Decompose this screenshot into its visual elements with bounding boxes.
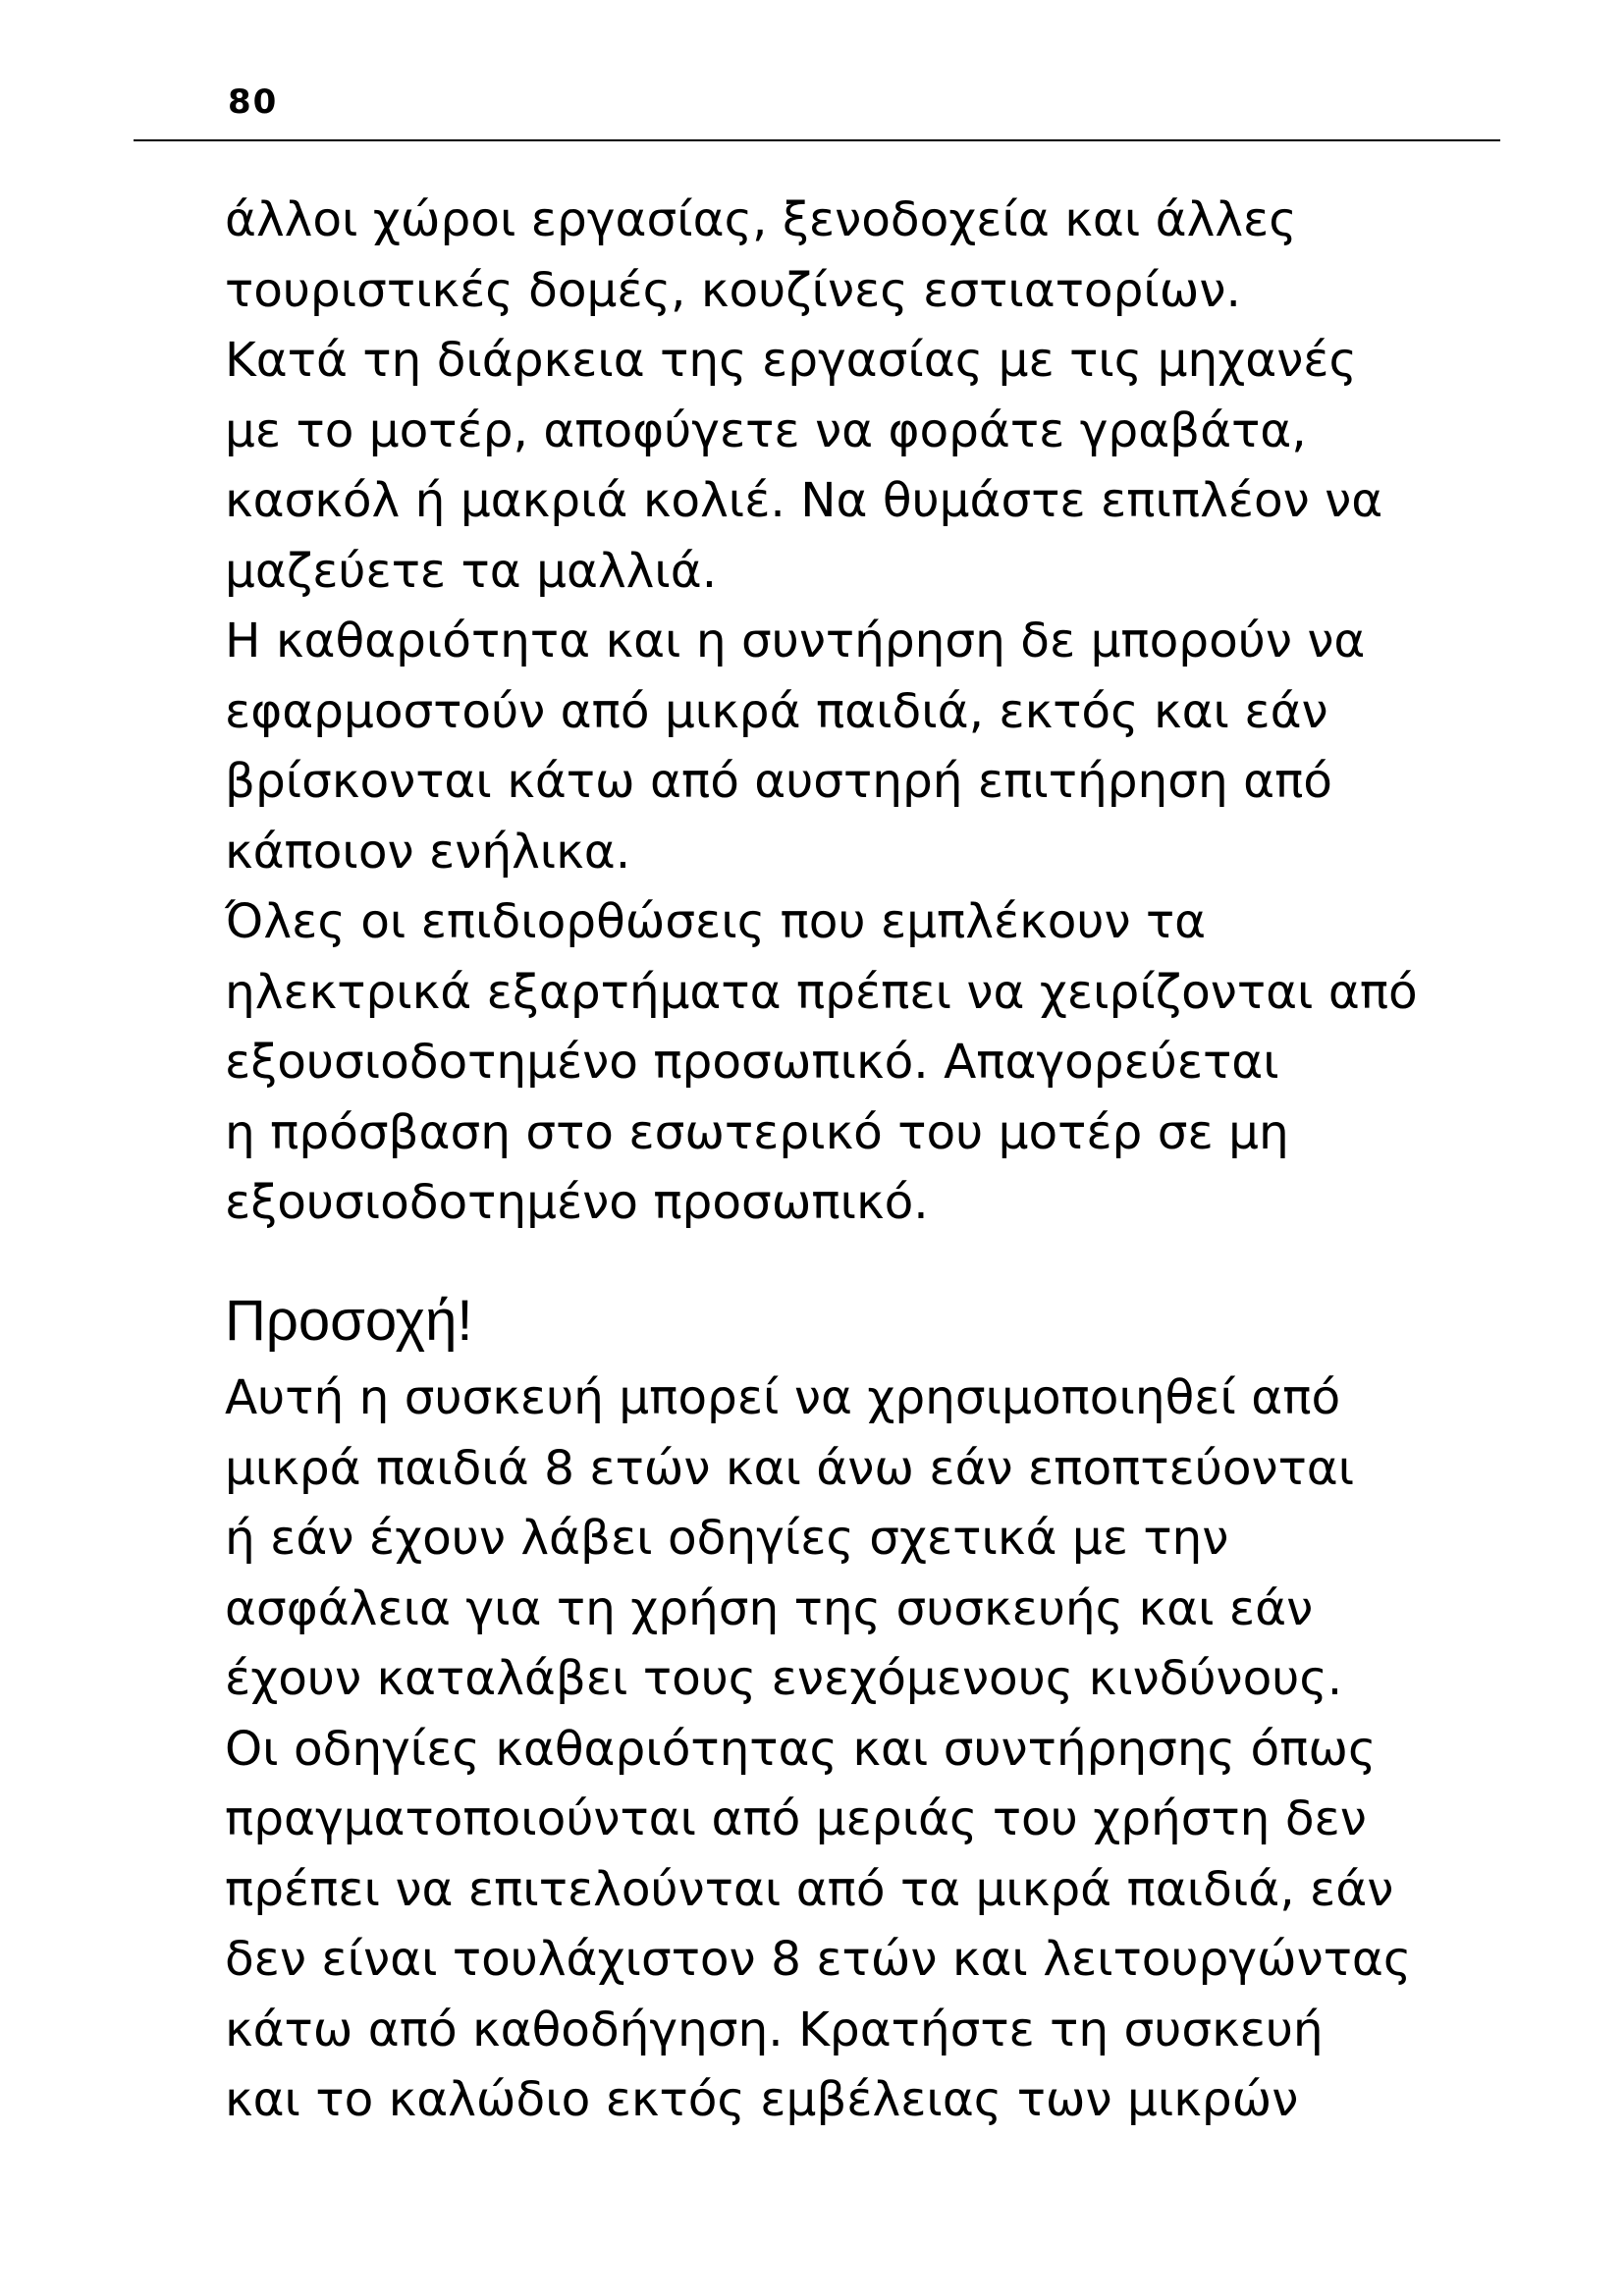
text-line: μικρά παιδιά 8 ετών και άνω εάν εποπτεύονται bbox=[225, 1440, 1355, 1496]
text-line: εξουσιοδοτημένο προσωπικό. bbox=[225, 1175, 929, 1230]
text-line: Κατά τη διάρκεια της εργασίας με τις μηχανές bbox=[225, 333, 1357, 388]
page-number: 80 bbox=[228, 82, 279, 122]
text-line: κασκόλ ή μακριά κολιέ. Να θυμάστε επιπλέον να bbox=[225, 473, 1383, 528]
text-line: τουριστικές δομές, κουζίνες εστιατορίων. bbox=[225, 262, 1241, 318]
text-line: Αυτή η συσκευή μπορεί να χρησιμοποιηθεί από bbox=[225, 1370, 1341, 1425]
text-line: ηλεκτρικά εξαρτήματα πρέπει να χειρίζονται από bbox=[225, 964, 1418, 1020]
body-text-section-2 bbox=[225, 1363, 1452, 2136]
text-line: δεν είναι τουλάχιστον 8 ετών και λειτουργώντας bbox=[225, 1932, 1412, 1987]
header-rule bbox=[134, 139, 1500, 141]
text-line: βρίσκονται κάτω από αυστηρή επιτήρηση από bbox=[225, 754, 1332, 809]
text-line: με το μοτέρ, αποφύγετε να φοράτε γραβάτα, bbox=[225, 402, 1307, 458]
text-line: μαζεύετε τα μαλλιά. bbox=[225, 543, 718, 599]
text-line: άλλοι χώροι εργασίας, ξενοδοχεία και άλλες bbox=[225, 192, 1297, 247]
text-line: κάποιον ενήλικα. bbox=[225, 824, 631, 880]
text-line: εξουσιοδοτημένο προσωπικό. Απαγορεύεται bbox=[225, 1035, 1279, 1090]
text-line: εφαρμοστούν από μικρά παιδιά, εκτός και εάν bbox=[225, 683, 1328, 739]
body-text-section-1 bbox=[225, 186, 1452, 1239]
text-line: Η καθαριότητα και η συντήρηση δε μπορούν να bbox=[225, 614, 1366, 668]
text-line: κάτω από καθοδήγηση. Κρατήστε τη συσκευή bbox=[225, 2002, 1324, 2057]
text-line: ή εάν έχουν λάβει οδηγίες σχετικά με την bbox=[225, 1511, 1229, 1566]
text-line: και το καλώδιο εκτός εμβέλειας των μικρών bbox=[225, 2072, 1299, 2127]
text-line: έχουν καταλάβει τους ενεχόμενους κινδύνους. bbox=[225, 1651, 1343, 1706]
text-line: πραγματοποιούνται από μεριάς του χρήστη δεν bbox=[225, 1791, 1367, 1846]
text-line: πρέπει να επιτελούνται από τα μικρά παιδιά, εάν bbox=[225, 1861, 1394, 1917]
text-line: Όλες οι επιδιορθώσεις που εμπλέκουν τα bbox=[225, 894, 1207, 949]
text-line: η πρόσβαση στο εσωτερικό του μοτέρ σε μη bbox=[225, 1104, 1289, 1160]
warning-heading: Προσοχή! bbox=[225, 1289, 473, 1353]
text-line: Οι οδηγίες καθαριότητας και συντήρησης όπως bbox=[225, 1721, 1377, 1777]
text-line: ασφάλεια για τη χρήση της συσκευής και εάν bbox=[225, 1580, 1314, 1636]
